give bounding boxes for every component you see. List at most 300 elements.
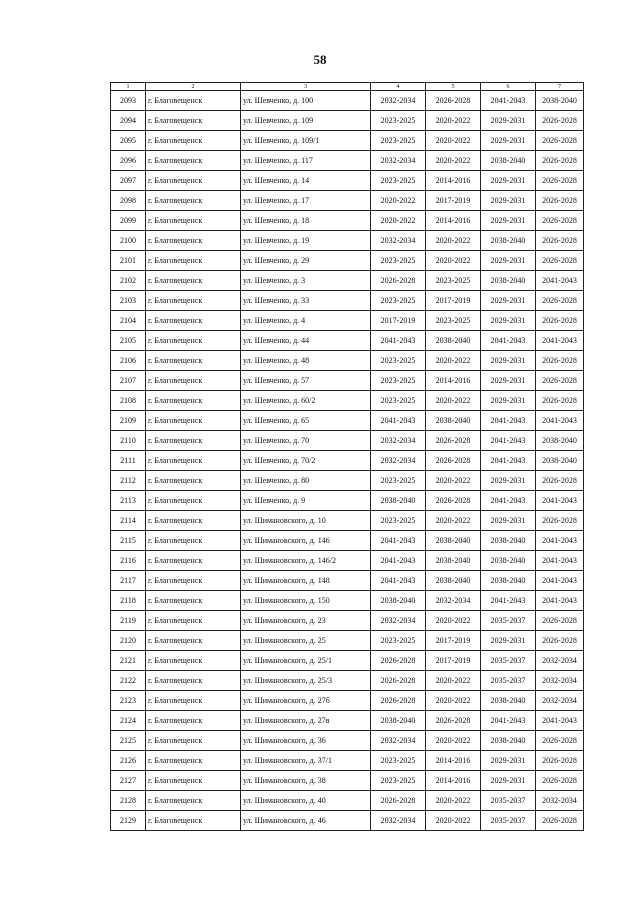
period-cell: 2041-2043 xyxy=(536,711,584,731)
table-row xyxy=(111,471,584,491)
city-cell: г. Благовещенск xyxy=(146,271,241,291)
period-cell: 2020-2022 xyxy=(426,511,481,531)
city-cell: г. Благовещенск xyxy=(146,731,241,751)
period-cell: 2023-2025 xyxy=(371,751,426,771)
period-cell: 2029-2031 xyxy=(481,371,536,391)
period-cell: 2026-2028 xyxy=(536,111,584,131)
period-cell: 2041-2043 xyxy=(481,591,536,611)
period-cell: 2029-2031 xyxy=(481,771,536,791)
period-cell: 2026-2028 xyxy=(536,251,584,271)
row-number-cell: 2120 xyxy=(111,631,146,651)
table-row xyxy=(111,351,584,371)
city-cell: г. Благовещенск xyxy=(146,451,241,471)
row-number-cell: 2117 xyxy=(111,571,146,591)
period-cell: 2029-2031 xyxy=(481,631,536,651)
period-cell: 2014-2016 xyxy=(426,771,481,791)
period-cell: 2029-2031 xyxy=(481,351,536,371)
address-cell: ул. Шевченко, д. 44 xyxy=(241,331,371,351)
period-cell: 2023-2025 xyxy=(371,371,426,391)
period-cell: 2038-2040 xyxy=(481,271,536,291)
row-number-cell: 2128 xyxy=(111,791,146,811)
period-cell: 2038-2040 xyxy=(371,591,426,611)
period-cell: 2038-2040 xyxy=(481,551,536,571)
city-cell: г. Благовещенск xyxy=(146,631,241,651)
address-cell: ул. Шевченко, д. 9 xyxy=(241,491,371,511)
period-cell: 2029-2031 xyxy=(481,511,536,531)
city-cell: г. Благовещенск xyxy=(146,131,241,151)
city-cell: г. Благовещенск xyxy=(146,491,241,511)
table-row xyxy=(111,391,584,411)
period-cell: 2020-2022 xyxy=(371,211,426,231)
table-row xyxy=(111,131,584,151)
row-number-cell: 2108 xyxy=(111,391,146,411)
period-cell: 2026-2028 xyxy=(536,351,584,371)
address-cell: ул. Шевченко, д. 48 xyxy=(241,351,371,371)
period-cell: 2041-2043 xyxy=(481,711,536,731)
table-row xyxy=(111,731,584,751)
address-cell: ул. Шевченко, д. 109 xyxy=(241,111,371,131)
address-cell: ул. Шимановского, д. 23 xyxy=(241,611,371,631)
address-cell: ул. Шевченко, д. 29 xyxy=(241,251,371,271)
period-cell: 2035-2037 xyxy=(481,791,536,811)
period-cell: 2014-2016 xyxy=(426,751,481,771)
period-cell: 2026-2028 xyxy=(371,651,426,671)
period-cell: 2026-2028 xyxy=(371,271,426,291)
row-number-cell: 2124 xyxy=(111,711,146,731)
table-row xyxy=(111,671,584,691)
period-cell: 2020-2022 xyxy=(426,391,481,411)
address-cell: ул. Шевченко, д. 17 xyxy=(241,191,371,211)
period-cell: 2032-2034 xyxy=(371,811,426,831)
row-number-cell: 2116 xyxy=(111,551,146,571)
table-row xyxy=(111,291,584,311)
period-cell: 2020-2022 xyxy=(426,731,481,751)
period-cell: 2029-2031 xyxy=(481,291,536,311)
period-cell: 2041-2043 xyxy=(371,531,426,551)
period-cell: 2032-2034 xyxy=(371,91,426,111)
period-cell: 2026-2028 xyxy=(536,811,584,831)
period-cell: 2041-2043 xyxy=(536,571,584,591)
period-cell: 2023-2025 xyxy=(426,271,481,291)
table-row xyxy=(111,611,584,631)
period-cell: 2029-2031 xyxy=(481,471,536,491)
table-row xyxy=(111,171,584,191)
period-cell: 2014-2016 xyxy=(426,371,481,391)
period-cell: 2041-2043 xyxy=(536,271,584,291)
period-cell: 2035-2037 xyxy=(481,611,536,631)
address-cell: ул. Шимановского, д. 146 xyxy=(241,531,371,551)
row-number-cell: 2103 xyxy=(111,291,146,311)
period-cell: 2038-2040 xyxy=(371,711,426,731)
period-cell: 2017-2019 xyxy=(426,631,481,651)
column-number-row xyxy=(111,83,584,91)
period-cell: 2041-2043 xyxy=(536,331,584,351)
period-cell: 2032-2034 xyxy=(536,651,584,671)
row-number-cell: 2121 xyxy=(111,651,146,671)
period-cell: 2032-2034 xyxy=(536,791,584,811)
period-cell: 2023-2025 xyxy=(371,111,426,131)
period-cell: 2041-2043 xyxy=(536,411,584,431)
row-number-cell: 2096 xyxy=(111,151,146,171)
period-cell: 2029-2031 xyxy=(481,191,536,211)
period-cell: 2029-2031 xyxy=(481,251,536,271)
column-number-cell: 6 xyxy=(481,83,536,91)
table-body xyxy=(111,91,584,831)
row-number-cell: 2094 xyxy=(111,111,146,131)
period-cell: 2038-2040 xyxy=(426,531,481,551)
table-row xyxy=(111,331,584,351)
address-cell: ул. Шимановского, д. 148 xyxy=(241,571,371,591)
period-cell: 2026-2028 xyxy=(536,771,584,791)
period-cell: 2041-2043 xyxy=(536,591,584,611)
period-cell: 2023-2025 xyxy=(371,251,426,271)
period-cell: 2029-2031 xyxy=(481,211,536,231)
column-number-cell: 2 xyxy=(146,83,241,91)
row-number-cell: 2097 xyxy=(111,171,146,191)
table-row xyxy=(111,491,584,511)
period-cell: 2041-2043 xyxy=(481,91,536,111)
row-number-cell: 2129 xyxy=(111,811,146,831)
city-cell: г. Благовещенск xyxy=(146,251,241,271)
table-row xyxy=(111,531,584,551)
row-number-cell: 2104 xyxy=(111,311,146,331)
row-number-cell: 2105 xyxy=(111,331,146,351)
city-cell: г. Благовещенск xyxy=(146,91,241,111)
address-cell: ул. Шевченко, д. 14 xyxy=(241,171,371,191)
period-cell: 2038-2040 xyxy=(426,551,481,571)
row-number-cell: 2127 xyxy=(111,771,146,791)
city-cell: г. Благовещенск xyxy=(146,351,241,371)
period-cell: 2023-2025 xyxy=(371,511,426,531)
city-cell: г. Благовещенск xyxy=(146,691,241,711)
period-cell: 2026-2028 xyxy=(426,451,481,471)
period-cell: 2029-2031 xyxy=(481,311,536,331)
period-cell: 2023-2025 xyxy=(426,311,481,331)
period-cell: 2026-2028 xyxy=(371,791,426,811)
address-cell: ул. Шевченко, д. 3 xyxy=(241,271,371,291)
address-cell: ул. Шевченко, д. 70 xyxy=(241,431,371,451)
row-number-cell: 2114 xyxy=(111,511,146,531)
period-cell: 2035-2037 xyxy=(481,811,536,831)
column-number-cell: 3 xyxy=(241,83,371,91)
period-cell: 2041-2043 xyxy=(481,411,536,431)
period-cell: 2020-2022 xyxy=(426,111,481,131)
period-cell: 2029-2031 xyxy=(481,391,536,411)
period-cell: 2041-2043 xyxy=(481,431,536,451)
period-cell: 2023-2025 xyxy=(371,391,426,411)
city-cell: г. Благовещенск xyxy=(146,651,241,671)
period-cell: 2038-2040 xyxy=(481,531,536,551)
address-cell: ул. Шевченко, д. 65 xyxy=(241,411,371,431)
period-cell: 2038-2040 xyxy=(481,231,536,251)
period-cell: 2026-2028 xyxy=(426,491,481,511)
city-cell: г. Благовещенск xyxy=(146,671,241,691)
table-row xyxy=(111,311,584,331)
period-cell: 2023-2025 xyxy=(371,131,426,151)
period-cell: 2026-2028 xyxy=(536,631,584,651)
period-cell: 2032-2034 xyxy=(371,151,426,171)
period-cell: 2023-2025 xyxy=(371,631,426,651)
row-number-cell: 2118 xyxy=(111,591,146,611)
period-cell: 2023-2025 xyxy=(371,351,426,371)
table-row xyxy=(111,451,584,471)
period-cell: 2026-2028 xyxy=(536,471,584,491)
city-cell: г. Благовещенск xyxy=(146,531,241,551)
period-cell: 2020-2022 xyxy=(426,231,481,251)
period-cell: 2020-2022 xyxy=(426,791,481,811)
address-cell: ул. Шевченко, д. 57 xyxy=(241,371,371,391)
address-cell: ул. Шевченко, д. 60/2 xyxy=(241,391,371,411)
period-cell: 2026-2028 xyxy=(426,91,481,111)
period-cell: 2038-2040 xyxy=(481,691,536,711)
table-row xyxy=(111,751,584,771)
period-cell: 2026-2028 xyxy=(426,431,481,451)
period-cell: 2023-2025 xyxy=(371,471,426,491)
period-cell: 2014-2016 xyxy=(426,171,481,191)
city-cell: г. Благовещенск xyxy=(146,331,241,351)
city-cell: г. Благовещенск xyxy=(146,571,241,591)
period-cell: 2020-2022 xyxy=(426,691,481,711)
city-cell: г. Благовещенск xyxy=(146,191,241,211)
row-number-cell: 2101 xyxy=(111,251,146,271)
period-cell: 2032-2034 xyxy=(371,431,426,451)
address-cell: ул. Шевченко, д. 100 xyxy=(241,91,371,111)
table-row xyxy=(111,371,584,391)
row-number-cell: 2125 xyxy=(111,731,146,751)
row-number-cell: 2113 xyxy=(111,491,146,511)
column-number-cell: 7 xyxy=(536,83,584,91)
city-cell: г. Благовещенск xyxy=(146,551,241,571)
address-cell: ул. Шевченко, д. 80 xyxy=(241,471,371,491)
city-cell: г. Благовещенск xyxy=(146,711,241,731)
period-cell: 2032-2034 xyxy=(536,691,584,711)
address-cell: ул. Шимановского, д. 25/1 xyxy=(241,651,371,671)
period-cell: 2041-2043 xyxy=(481,491,536,511)
period-cell: 2026-2028 xyxy=(536,291,584,311)
period-cell: 2014-2016 xyxy=(426,211,481,231)
address-cell: ул. Шевченко, д. 117 xyxy=(241,151,371,171)
table-row xyxy=(111,591,584,611)
table-row xyxy=(111,211,584,231)
period-cell: 2038-2040 xyxy=(481,151,536,171)
period-cell: 2032-2034 xyxy=(426,591,481,611)
table-row xyxy=(111,651,584,671)
table-row xyxy=(111,551,584,571)
row-number-cell: 2102 xyxy=(111,271,146,291)
table-row xyxy=(111,91,584,111)
address-cell: ул. Шевченко, д. 4 xyxy=(241,311,371,331)
period-cell: 2041-2043 xyxy=(536,491,584,511)
period-cell: 2026-2028 xyxy=(371,671,426,691)
table-row xyxy=(111,811,584,831)
period-cell: 2041-2043 xyxy=(536,531,584,551)
period-cell: 2020-2022 xyxy=(426,671,481,691)
city-cell: г. Благовещенск xyxy=(146,371,241,391)
period-cell: 2029-2031 xyxy=(481,171,536,191)
period-cell: 2020-2022 xyxy=(426,251,481,271)
period-cell: 2038-2040 xyxy=(426,571,481,591)
address-cell: ул. Шевченко, д. 18 xyxy=(241,211,371,231)
period-cell: 2035-2037 xyxy=(481,651,536,671)
period-cell: 2041-2043 xyxy=(536,551,584,571)
period-cell: 2026-2028 xyxy=(536,611,584,631)
row-number-cell: 2112 xyxy=(111,471,146,491)
period-cell: 2026-2028 xyxy=(536,311,584,331)
row-number-cell: 2099 xyxy=(111,211,146,231)
address-cell: ул. Шимановского, д. 25/3 xyxy=(241,671,371,691)
city-cell: г. Благовещенск xyxy=(146,431,241,451)
table-row xyxy=(111,191,584,211)
address-cell: ул. Шевченко, д. 70/2 xyxy=(241,451,371,471)
row-number-cell: 2109 xyxy=(111,411,146,431)
address-cell: ул. Шимановского, д. 36 xyxy=(241,731,371,751)
table-row xyxy=(111,151,584,171)
table-row xyxy=(111,571,584,591)
address-cell: ул. Шимановского, д. 38 xyxy=(241,771,371,791)
period-cell: 2038-2040 xyxy=(426,411,481,431)
period-cell: 2026-2028 xyxy=(536,131,584,151)
address-cell: ул. Шимановского, д. 10 xyxy=(241,511,371,531)
period-cell: 2026-2028 xyxy=(536,211,584,231)
period-cell: 2041-2043 xyxy=(371,411,426,431)
address-cell: ул. Шимановского, д. 27б xyxy=(241,691,371,711)
period-cell: 2029-2031 xyxy=(481,131,536,151)
period-cell: 2017-2019 xyxy=(426,651,481,671)
city-cell: г. Благовещенск xyxy=(146,291,241,311)
period-cell: 2026-2028 xyxy=(536,511,584,531)
period-cell: 2035-2037 xyxy=(481,671,536,691)
period-cell: 2023-2025 xyxy=(371,771,426,791)
city-cell: г. Благовещенск xyxy=(146,511,241,531)
period-cell: 2038-2040 xyxy=(536,451,584,471)
address-cell: ул. Шимановского, д. 25 xyxy=(241,631,371,651)
column-number-cell: 5 xyxy=(426,83,481,91)
address-cell: ул. Шимановского, д. 150 xyxy=(241,591,371,611)
column-number-cell: 1 xyxy=(111,83,146,91)
period-cell: 2026-2028 xyxy=(536,171,584,191)
address-cell: ул. Шевченко, д. 109/1 xyxy=(241,131,371,151)
period-cell: 2020-2022 xyxy=(426,811,481,831)
row-number-cell: 2107 xyxy=(111,371,146,391)
period-cell: 2020-2022 xyxy=(371,191,426,211)
row-number-cell: 2106 xyxy=(111,351,146,371)
table-row xyxy=(111,431,584,451)
row-number-cell: 2119 xyxy=(111,611,146,631)
address-cell: ул. Шимановского, д. 37/1 xyxy=(241,751,371,771)
table-row xyxy=(111,711,584,731)
period-cell: 2026-2028 xyxy=(536,751,584,771)
period-cell: 2029-2031 xyxy=(481,111,536,131)
address-cell: ул. Шевченко, д. 19 xyxy=(241,231,371,251)
period-cell: 2017-2019 xyxy=(371,311,426,331)
row-number-cell: 2093 xyxy=(111,91,146,111)
period-cell: 2038-2040 xyxy=(536,431,584,451)
row-number-cell: 2122 xyxy=(111,671,146,691)
period-cell: 2026-2028 xyxy=(536,391,584,411)
period-cell: 2032-2034 xyxy=(371,611,426,631)
city-cell: г. Благовещенск xyxy=(146,411,241,431)
table-row xyxy=(111,631,584,651)
city-cell: г. Благовещенск xyxy=(146,471,241,491)
row-number-cell: 2110 xyxy=(111,431,146,451)
period-cell: 2032-2034 xyxy=(371,731,426,751)
table-row xyxy=(111,511,584,531)
city-cell: г. Благовещенск xyxy=(146,591,241,611)
city-cell: г. Благовещенск xyxy=(146,771,241,791)
period-cell: 2038-2040 xyxy=(426,331,481,351)
row-number-cell: 2115 xyxy=(111,531,146,551)
address-cell: ул. Шимановского, д. 40 xyxy=(241,791,371,811)
city-cell: г. Благовещенск xyxy=(146,111,241,131)
period-cell: 2041-2043 xyxy=(481,331,536,351)
address-cell: ул. Шимановского, д. 46 xyxy=(241,811,371,831)
table-row xyxy=(111,111,584,131)
city-cell: г. Благовещенск xyxy=(146,151,241,171)
period-cell: 2038-2040 xyxy=(536,91,584,111)
row-number-cell: 2095 xyxy=(111,131,146,151)
period-cell: 2026-2028 xyxy=(536,371,584,391)
period-cell: 2023-2025 xyxy=(371,171,426,191)
period-cell: 2020-2022 xyxy=(426,471,481,491)
address-cell: ул. Шимановского, д. 146/2 xyxy=(241,551,371,571)
period-cell: 2026-2028 xyxy=(536,231,584,251)
address-cell: ул. Шевченко, д. 33 xyxy=(241,291,371,311)
table-row xyxy=(111,271,584,291)
period-cell: 2023-2025 xyxy=(371,291,426,311)
table-row xyxy=(111,791,584,811)
row-number-cell: 2100 xyxy=(111,231,146,251)
city-cell: г. Благовещенск xyxy=(146,211,241,231)
table-row xyxy=(111,251,584,271)
period-cell: 2032-2034 xyxy=(536,671,584,691)
period-cell: 2029-2031 xyxy=(481,751,536,771)
period-cell: 2020-2022 xyxy=(426,131,481,151)
period-cell: 2026-2028 xyxy=(536,191,584,211)
city-cell: г. Благовещенск xyxy=(146,751,241,771)
period-cell: 2026-2028 xyxy=(371,691,426,711)
period-cell: 2041-2043 xyxy=(371,551,426,571)
table-row xyxy=(111,771,584,791)
city-cell: г. Благовещенск xyxy=(146,311,241,331)
housing-repair-table xyxy=(110,82,584,831)
period-cell: 2020-2022 xyxy=(426,151,481,171)
period-cell: 2026-2028 xyxy=(536,151,584,171)
city-cell: г. Благовещенск xyxy=(146,171,241,191)
period-cell: 2038-2040 xyxy=(481,571,536,591)
row-number-cell: 2126 xyxy=(111,751,146,771)
page-number: 58 xyxy=(313,52,327,67)
period-cell: 2020-2022 xyxy=(426,611,481,631)
period-cell: 2041-2043 xyxy=(371,571,426,591)
period-cell: 2026-2028 xyxy=(536,731,584,751)
row-number-cell: 2098 xyxy=(111,191,146,211)
address-cell: ул. Шимановского, д. 27в xyxy=(241,711,371,731)
table-row xyxy=(111,231,584,251)
row-number-cell: 2111 xyxy=(111,451,146,471)
city-cell: г. Благовещенск xyxy=(146,231,241,251)
period-cell: 2026-2028 xyxy=(426,711,481,731)
row-number-cell: 2123 xyxy=(111,691,146,711)
city-cell: г. Благовещенск xyxy=(146,811,241,831)
table-row xyxy=(111,691,584,711)
city-cell: г. Благовещенск xyxy=(146,391,241,411)
city-cell: г. Благовещенск xyxy=(146,791,241,811)
city-cell: г. Благовещенск xyxy=(146,611,241,631)
period-cell: 2017-2019 xyxy=(426,191,481,211)
period-cell: 2032-2034 xyxy=(371,231,426,251)
period-cell: 2032-2034 xyxy=(371,451,426,471)
table-row xyxy=(111,411,584,431)
